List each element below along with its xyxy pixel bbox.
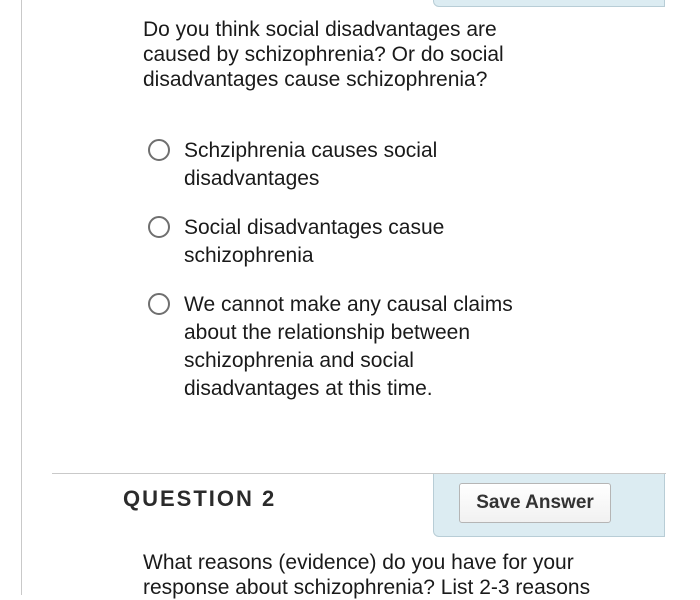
save-answer-button[interactable]: Save Answer xyxy=(459,483,611,523)
previous-question-panel xyxy=(433,0,665,7)
answer-option-3-label[interactable]: We cannot make any causal claims about the relationship between schizophrenia and social disadvantages at this time. xyxy=(184,293,513,400)
answer-option-2[interactable] xyxy=(148,214,548,270)
content-left-border xyxy=(21,0,22,595)
radio-button-3[interactable] xyxy=(148,293,170,315)
question-2-prompt: What reasons (evidence) do you have for your response about schizophrenia? List 2-3 reasons xyxy=(143,551,591,599)
question-2-heading: QUESTION 2 xyxy=(123,486,277,511)
answer-option-1[interactable] xyxy=(148,137,548,193)
answer-option-2-label[interactable]: Social disadvantages casue schizophrenia xyxy=(184,216,445,267)
radio-button-2[interactable] xyxy=(148,216,170,238)
answer-option-3[interactable] xyxy=(148,291,548,403)
question-1-prompt: Do you think social disadvantages are caused by schizophrenia? Or do social disadvantages cause schizophrenia? xyxy=(143,18,504,91)
radio-button-1[interactable] xyxy=(148,139,170,161)
answer-option-1-label[interactable]: Schziphrenia causes social disadvantages xyxy=(184,139,438,190)
save-answer-panel xyxy=(433,474,665,537)
